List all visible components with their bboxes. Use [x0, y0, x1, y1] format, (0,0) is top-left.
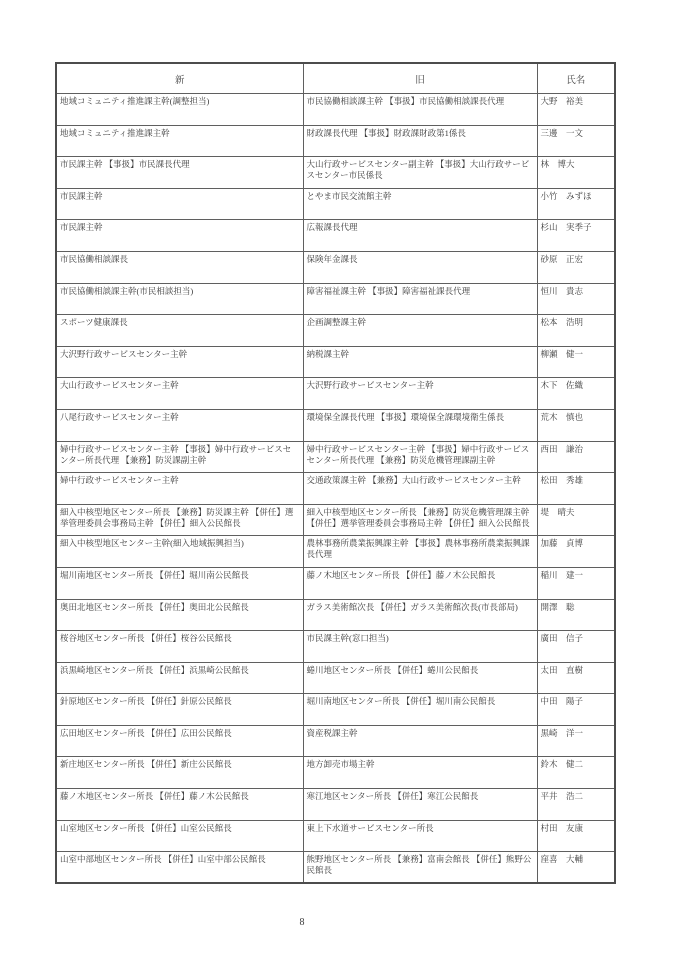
table-row — [56, 315, 615, 347]
cell-name: 荒木 慎也 — [537, 409, 615, 441]
cell-name: 大野 裕美 — [537, 94, 615, 126]
cell-new: 大沢野行政サービスセンター主幹 — [56, 346, 303, 378]
cell-new: 市民課主幹 — [56, 220, 303, 252]
table-row — [56, 441, 615, 473]
cell-name: 小竹 みずほ — [537, 188, 615, 220]
cell-new: 奥田北地区センター所長 【併任】奥田北公民館長 — [56, 599, 303, 631]
cell-new: 地域コミュニティ推進課主幹 — [56, 125, 303, 157]
cell-name: 平井 浩二 — [537, 789, 615, 821]
cell-new: 地域コミュニティ推進課主幹(調整担当) — [56, 94, 303, 126]
table-row — [56, 789, 615, 821]
cell-new: 八尾行政サービスセンター主幹 — [56, 409, 303, 441]
table-row — [56, 125, 615, 157]
table-row — [56, 536, 615, 568]
cell-new: 市民課主幹 — [56, 188, 303, 220]
cell-old: 婦中行政サービスセンター主幹 【事扱】婦中行政サービスセンター所長代理 【兼務】防災危機管理課副主幹 — [303, 441, 537, 473]
cell-old: 蜷川地区センター所長 【併任】蜷川公民館長 — [303, 662, 537, 694]
column-header-new: 新 — [56, 63, 303, 94]
cell-name: 杉山 実季子 — [537, 220, 615, 252]
cell-name: 黒崎 洋一 — [537, 725, 615, 757]
cell-old: 大山行政サービスセンター副主幹 【事扱】大山行政サービスセンター市民係長 — [303, 157, 537, 189]
cell-new: 細入中核型地区センター所長 【兼務】防災課主幹 【併任】選挙管理委員会事務局主幹 【併任】細入公民館長 — [56, 504, 303, 536]
cell-new: 山室地区センター所長 【併任】山室公民館長 — [56, 820, 303, 852]
cell-old: 堀川南地区センター所長 【併任】堀川南公民館長 — [303, 694, 537, 726]
personnel-transfer-table — [55, 62, 616, 884]
cell-old: 企画調整課主幹 — [303, 315, 537, 347]
table-row — [56, 283, 615, 315]
page-number: 8 — [299, 917, 305, 928]
cell-old: 市民課主幹(窓口担当) — [303, 631, 537, 663]
cell-name: 恒川 貴志 — [537, 283, 615, 315]
table-row — [56, 346, 615, 378]
table-row — [56, 567, 615, 599]
cell-new: 市民協働相談課主幹(市民相談担当) — [56, 283, 303, 315]
cell-name: 松本 浩明 — [537, 315, 615, 347]
cell-new: 市民課主幹 【事扱】市民課長代理 — [56, 157, 303, 189]
cell-old: 熊野地区センター所長 【兼務】富南会館長 【併任】熊野公民館長 — [303, 852, 537, 884]
table-row — [56, 378, 615, 410]
cell-old: 地方卸売市場主幹 — [303, 757, 537, 789]
table-row — [56, 599, 615, 631]
cell-name: 開澤 聡 — [537, 599, 615, 631]
cell-new: 山室中部地区センター所長 【併任】山室中部公民館長 — [56, 852, 303, 884]
cell-old: 財政課長代理 【事扱】財政課財政第1係長 — [303, 125, 537, 157]
cell-name: 太田 直樹 — [537, 662, 615, 694]
table-row — [56, 820, 615, 852]
cell-name: 松田 秀雄 — [537, 473, 615, 505]
cell-old: 納税課主幹 — [303, 346, 537, 378]
table-row — [56, 94, 615, 126]
column-header-old: 旧 — [303, 63, 537, 94]
cell-old: ガラス美術館次長 【併任】ガラス美術館次長(市長部局) — [303, 599, 537, 631]
table-row — [56, 188, 615, 220]
cell-name: 鈴木 健二 — [537, 757, 615, 789]
cell-new: 婦中行政サービスセンター主幹 — [56, 473, 303, 505]
cell-name: 加藤 貞博 — [537, 536, 615, 568]
cell-old: 市民協働相談課主幹 【事扱】市民協働相談課長代理 — [303, 94, 537, 126]
cell-old: 交通政策課主幹 【兼務】大山行政サービスセンター主幹 — [303, 473, 537, 505]
cell-old: 環境保全課長代理 【事扱】環境保全課環境衛生係長 — [303, 409, 537, 441]
cell-new: スポーツ健康課長 — [56, 315, 303, 347]
cell-name: 稲川 建一 — [537, 567, 615, 599]
cell-old: 藤ノ木地区センター所長 【併任】藤ノ木公民館長 — [303, 567, 537, 599]
cell-old: 障害福祉課主幹 【事扱】障害福祉課長代理 — [303, 283, 537, 315]
cell-name: 林 博大 — [537, 157, 615, 189]
cell-old: 農林事務所農業振興課主幹 【事扱】農林事務所農業振興課長代理 — [303, 536, 537, 568]
table-row — [56, 852, 615, 884]
cell-new: 大山行政サービスセンター主幹 — [56, 378, 303, 410]
cell-old: 広報課長代理 — [303, 220, 537, 252]
cell-name: 砂原 正宏 — [537, 251, 615, 283]
cell-name: 中田 陽子 — [537, 694, 615, 726]
cell-old: とやま市民交流館主幹 — [303, 188, 537, 220]
table-row — [56, 662, 615, 694]
table-row — [56, 220, 615, 252]
cell-name: 木下 佐織 — [537, 378, 615, 410]
cell-new: 広田地区センター所長 【併任】広田公民館長 — [56, 725, 303, 757]
cell-new: 桜谷地区センター所長 【併任】桜谷公民館長 — [56, 631, 303, 663]
cell-new: 新庄地区センター所長 【併任】新庄公民館長 — [56, 757, 303, 789]
cell-name: 村田 友康 — [537, 820, 615, 852]
table-header-row — [56, 63, 615, 94]
cell-name: 廣田 信子 — [537, 631, 615, 663]
cell-new: 市民協働相談課長 — [56, 251, 303, 283]
cell-new: 藤ノ木地区センター所長 【併任】藤ノ木公民館長 — [56, 789, 303, 821]
cell-old: 寒江地区センター所長 【併任】寒江公民館長 — [303, 789, 537, 821]
table-row — [56, 631, 615, 663]
column-header-name: 氏名 — [537, 63, 615, 94]
table-row — [56, 725, 615, 757]
cell-name: 柳瀬 健一 — [537, 346, 615, 378]
table-row — [56, 251, 615, 283]
cell-old: 保険年金課長 — [303, 251, 537, 283]
table-row — [56, 504, 615, 536]
cell-new: 婦中行政サービスセンター主幹 【事扱】婦中行政サービスセンター所長代理 【兼務】防災課副主幹 — [56, 441, 303, 473]
table-row — [56, 757, 615, 789]
table-row — [56, 409, 615, 441]
cell-old: 大沢野行政サービスセンター主幹 — [303, 378, 537, 410]
cell-new: 細入中核型地区センター主幹(細入地域振興担当) — [56, 536, 303, 568]
cell-name: 三邊 一文 — [537, 125, 615, 157]
cell-name: 窪喜 大輔 — [537, 852, 615, 884]
cell-old: 東上下水道サービスセンター所長 — [303, 820, 537, 852]
cell-name: 堤 晴夫 — [537, 504, 615, 536]
cell-name: 西田 謙治 — [537, 441, 615, 473]
table-row — [56, 157, 615, 189]
cell-new: 堀川南地区センター所長 【併任】堀川南公民館長 — [56, 567, 303, 599]
table-row — [56, 694, 615, 726]
cell-new: 浜黒崎地区センター所長 【併任】浜黒崎公民館長 — [56, 662, 303, 694]
cell-new: 針原地区センター所長 【併任】針原公民館長 — [56, 694, 303, 726]
cell-old: 細入中核型地区センター所長 【兼務】防災危機管理課主幹 【併任】選挙管理委員会事務局主幹 【併任】細入公民館長 — [303, 504, 537, 536]
cell-old: 資産税課主幹 — [303, 725, 537, 757]
table-row — [56, 473, 615, 505]
